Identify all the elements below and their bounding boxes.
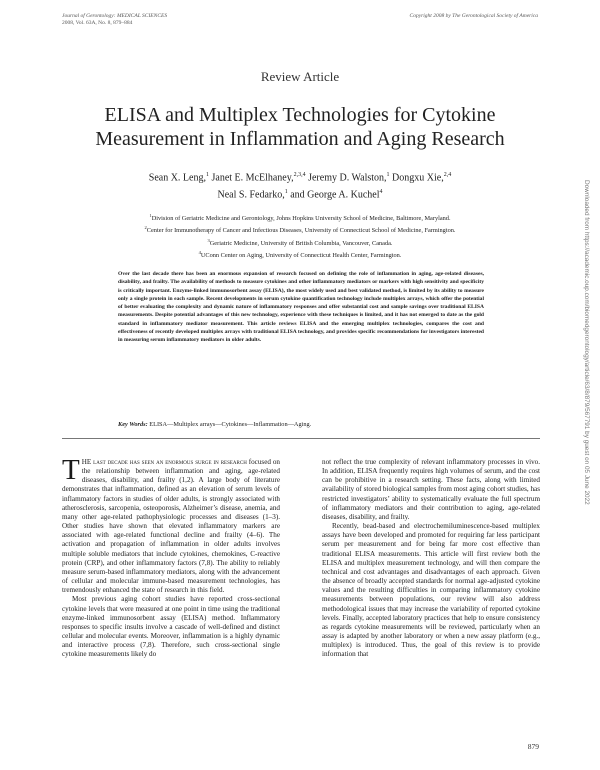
author-affiliation-mark: 1 (386, 172, 390, 178)
download-watermark: Downloaded from https://academic.oup.com/biomedgerontology/article/63/8/879/567791 by guest on 05 June 2022 (583, 180, 590, 505)
affiliation-text: Center for Immunotherapy of Cancer and Infectious Diseases, University of Connecticut School of Medicine, Farmington. (146, 227, 456, 235)
affiliation-text: Division of Geriatric Medicine and Gerontology, Johns Hopkins University School of Medicine, Baltimore, Maryland. (151, 215, 451, 223)
section-divider (62, 438, 540, 439)
author-affiliation-mark: 2,4 (443, 172, 452, 178)
author-name: Jeremy D. Walston, (308, 172, 387, 184)
copyright-notice: Copyright 2008 by The Gerontological Society of America (409, 13, 538, 19)
body-paragraph: not reflect the true complexity of relevant inflammatory processes in vivo. In addition, ELISA frequently requires high volumes of serum, and the cost can be prohibitive in a research setting. These facts, along with limited availability of stored biological samples from most aging cohort studies, has restricted investigators’ ability to systematically evaluate the full spectrum of inflammatory mediators and their contribution to aging, age-related diseases, disability, and frailty. (322, 458, 540, 521)
affiliation-mark: 3 (207, 237, 210, 243)
author-affiliation-mark: 1 (284, 189, 288, 196)
body-column-left (62, 454, 280, 659)
author-name: Dongxu Xie, (392, 172, 444, 184)
lead-in-caps: HE last decade has seen an enormous surge in research (81, 458, 247, 466)
affiliation-item (60, 223, 540, 235)
abstract: Over the last decade there has been an enormous expansion of research focused on defining the role of inflammation in aging, age-related diseases, disability, and frailty. The availability of methods to measure cytokines and other inflammatory mediators or markers with high sensitivity and specificity is critically important. Enzyme-linked immunosorbent assay (ELISA), the most widely used and best validated method, is limited by its ability to measure only a single protein in each sample. Recent developments in serum cytokine quantification technology include multiplex arrays, which offer the potential of better evaluating the complexity and dynamic nature of inflammatory responses and offer substantial cost and sample savings over traditional ELISA measurements. Despite potential advantages of this new technology, experience with these techniques is limited, and it has not emerged to date as the gold standard in inflammatory mediator measurement. This article reviews ELISA and the emerging multiplex technologies, compares the cost and effectiveness of recently developed multiplex arrays with traditional ELISA technology, and provides specific recommendations for investigators interested in measuring serum inflammatory mediators in older adults. (118, 271, 484, 343)
page-number: 879 (527, 742, 539, 751)
author-name: Neal S. Fedarko, (217, 189, 285, 201)
affiliation-mark: 4 (198, 250, 201, 256)
affiliation-text: Geriatric Medicine, University of British Columbia, Vancouver, Canada. (209, 239, 393, 247)
title-line: Measurement in Inflammation and Aging Research (95, 128, 505, 150)
drop-cap: T (62, 454, 80, 486)
journal-header (62, 13, 538, 33)
author-name: Sean X. Leng, (148, 172, 206, 184)
author-list (60, 168, 540, 203)
affiliation-mark: 2 (144, 225, 147, 231)
affiliation-text: UConn Center on Aging, University of Connecticut Health Center, Farmington. (200, 252, 402, 260)
title-line: ELISA and Multiplex Technologies for Cytokine (104, 104, 496, 126)
author-affiliation-mark: 4 (379, 189, 383, 196)
affiliation-list (60, 211, 540, 261)
article-title (60, 103, 540, 151)
keywords (118, 420, 484, 429)
body-paragraph (62, 454, 280, 595)
keywords-text: ELISA—Multiplex arrays—Cytokines—Inflammation—Aging. (149, 421, 312, 428)
affiliation-item (60, 248, 540, 260)
journal-name: Journal of Gerontology: MEDICAL SCIENCES (62, 13, 168, 19)
journal-citation: 2008, Vol. 63A, No. 8, 879–884 (62, 20, 133, 26)
affiliation-item (60, 211, 540, 223)
author-name: and George A. Kuchel (290, 189, 380, 201)
body-paragraph: Recently, bead-based and electrochemiluminescence-based multiplex assays have been developed and promoted for requiring far less participant serum per measurement and for being far more cost effective than traditional ELISA measurements. This article will first review both the ELISA and multiplex measurement technology, and will then compare the technical and cost advantages and disadvantages of each approach. Given the absence of broadly accepted standards for normal age-adjusted cytokine values and the resulting difficulties in comparing inflammatory cytokine measurements between populations, our review will also address methodological issues that may increase the variability of reported cytokine levels. Finally, accepted laboratory practices that help to ensure consistency as regards cytokine measurements will be reviewed, particularly when an assay is adapted by another laboratory or when a new assay platform (e.g., multiplex) is introduced. Thus, the goal of this review is to provide information that (322, 522, 540, 659)
author-affiliation-mark: 2,3,4 (293, 172, 306, 178)
paragraph-text: focused on the relationship between inflammation and aging, age-related diseases, disability, and frailty (1,2). A large body of literature demonstrates that inflammation, defined as an elevation of serum levels of inflammatory factors in studies of older adults, is strongly associated with atherosclerosis, sarcopenia, osteoporosis, Alzheimer’s disease, anemia, and many other age-related pathophysiologic processes and diseases (1–3). Other studies have shown that elevated inflammatory markers are associated with age-related functional decline and frailty (4–6). The activation and propagation of inflammation in older adults involves multiple soluble mediators that include cytokines, chemokines, C-reactive protein (CRP), and other inflammatory factors (7,8). The ability to reliably measure serum-based inflammatory mediators, along with the advancement of cellular and molecular immune-based measurement technologies, has tremendously enhanced the state of research in this field. (62, 458, 280, 595)
affiliation-item (60, 236, 540, 248)
affiliation-mark: 1 (149, 213, 152, 218)
body-column-right (322, 458, 540, 659)
body-paragraph: Most previous aging cohort studies have reported cross-sectional cytokine levels that were measured at one point in time using the traditional enzyme-linked immunosorbent assay (ELISA) method. Inflammatory responses to specific insults involve a cascade of well-defined and distinct cellular and molecular events. Moreover, inflammation is a highly dynamic and interactive process (7,8). Therefore, such cross-sectional single cytokine measurements likely do (62, 595, 280, 659)
keywords-label: Key Words: (118, 421, 148, 428)
author-line (60, 168, 540, 185)
author-line (60, 185, 540, 202)
author-affiliation-mark: 1 (205, 172, 209, 178)
section-label: Review Article (260, 69, 340, 84)
author-name: Janet E. McElhaney, (211, 172, 294, 184)
